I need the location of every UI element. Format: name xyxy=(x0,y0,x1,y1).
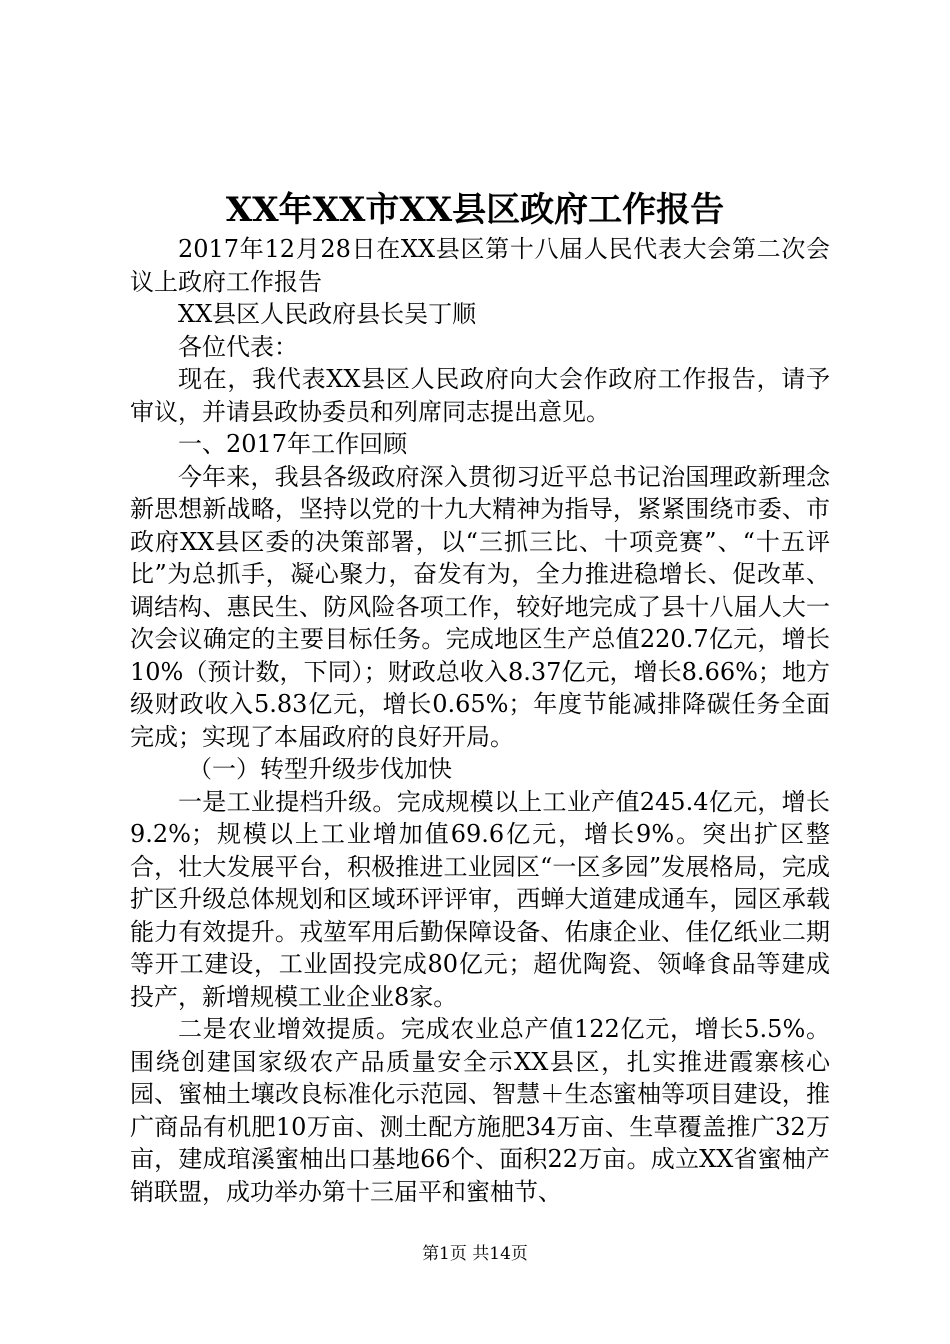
document-title: XX年XX市XX县区政府工作报告 xyxy=(225,190,725,230)
paragraph-review-summary: 今年来，我县各级政府深入贯彻习近平总书记治国理政新理念新思想新战略，坚持以党的十九大精神为指导，紧紧围绕市委、市政府XX县区委的决策部署，以“三抓三比、十项竞赛”、“十五评比”为总抓手，凝心聚力，奋发有为，全力推进稳增长、促改革、调结构、惠民生、防风险各项工作，较好地完成了县十八届人大一次会议确定的主要目标任务。完成地区生产总值220.7亿元，增长10%（预计数，下同）；财政总收入8.37亿元，增长8.66%；地方级财政收入5.83亿元，增长0.65%；年度节能减排降碳任务全面完成；实现了本届政府的良好开局。 xyxy=(130,462,830,751)
paragraph-agriculture: 二是农业增效提质。完成农业总产值122亿元，增长5.5%。围绕创建国家级农产品质量安全示XX县区，扎实推进霞寨核心园、蜜柚土壤改良标准化示范园、智慧＋生态蜜柚等项目建设，推广商品有机肥10万亩、测土配方施肥34万亩、生草覆盖推广32万亩，建成琯溪蜜柚出口基地66个、面积22万亩。成立XX省蜜柚产销联盟，成功举办第十三届平和蜜柚节、 xyxy=(130,1015,830,1206)
page-number-footer: 第1页 共14页 xyxy=(422,1244,528,1264)
paragraph-opening: 现在，我代表XX县区人民政府向大会作政府工作报告，请予审议，并请县政协委员和列席同志提出意见。 xyxy=(130,365,830,426)
subsection-heading-transformation: （一）转型升级步伐加快 xyxy=(188,755,452,783)
section-heading-review: 一、2017年工作回顾 xyxy=(178,430,408,458)
paragraph-speaker: XX县区人民政府县长吴丁顺 xyxy=(178,300,477,328)
paragraph-industry: 一是工业提档升级。完成规模以上工业产值245.4亿元，增长9.2%；规模以上工业增加值69.6亿元，增长9%。突出扩区整合，壮大发展平台，积极推进工业园区“一区多园”发展格局，完成扩区升级总体规划和区域环评评审，西蝉大道建成通车，园区承载能力有效提升。戎堃军用后勤保障设备、佑康企业、佳亿纸业二期等开工建设，工业固投完成80亿元；超优陶瓷、领峰食品等建成投产，新增规模工业企业8家。 xyxy=(130,787,830,1011)
document-body xyxy=(130,233,830,1208)
paragraph-meeting-info: 2017年12月28日在XX县区第十八届人民代表大会第二次会议上政府工作报告 xyxy=(130,235,830,296)
paragraph-salutation: 各位代表： xyxy=(178,332,298,361)
